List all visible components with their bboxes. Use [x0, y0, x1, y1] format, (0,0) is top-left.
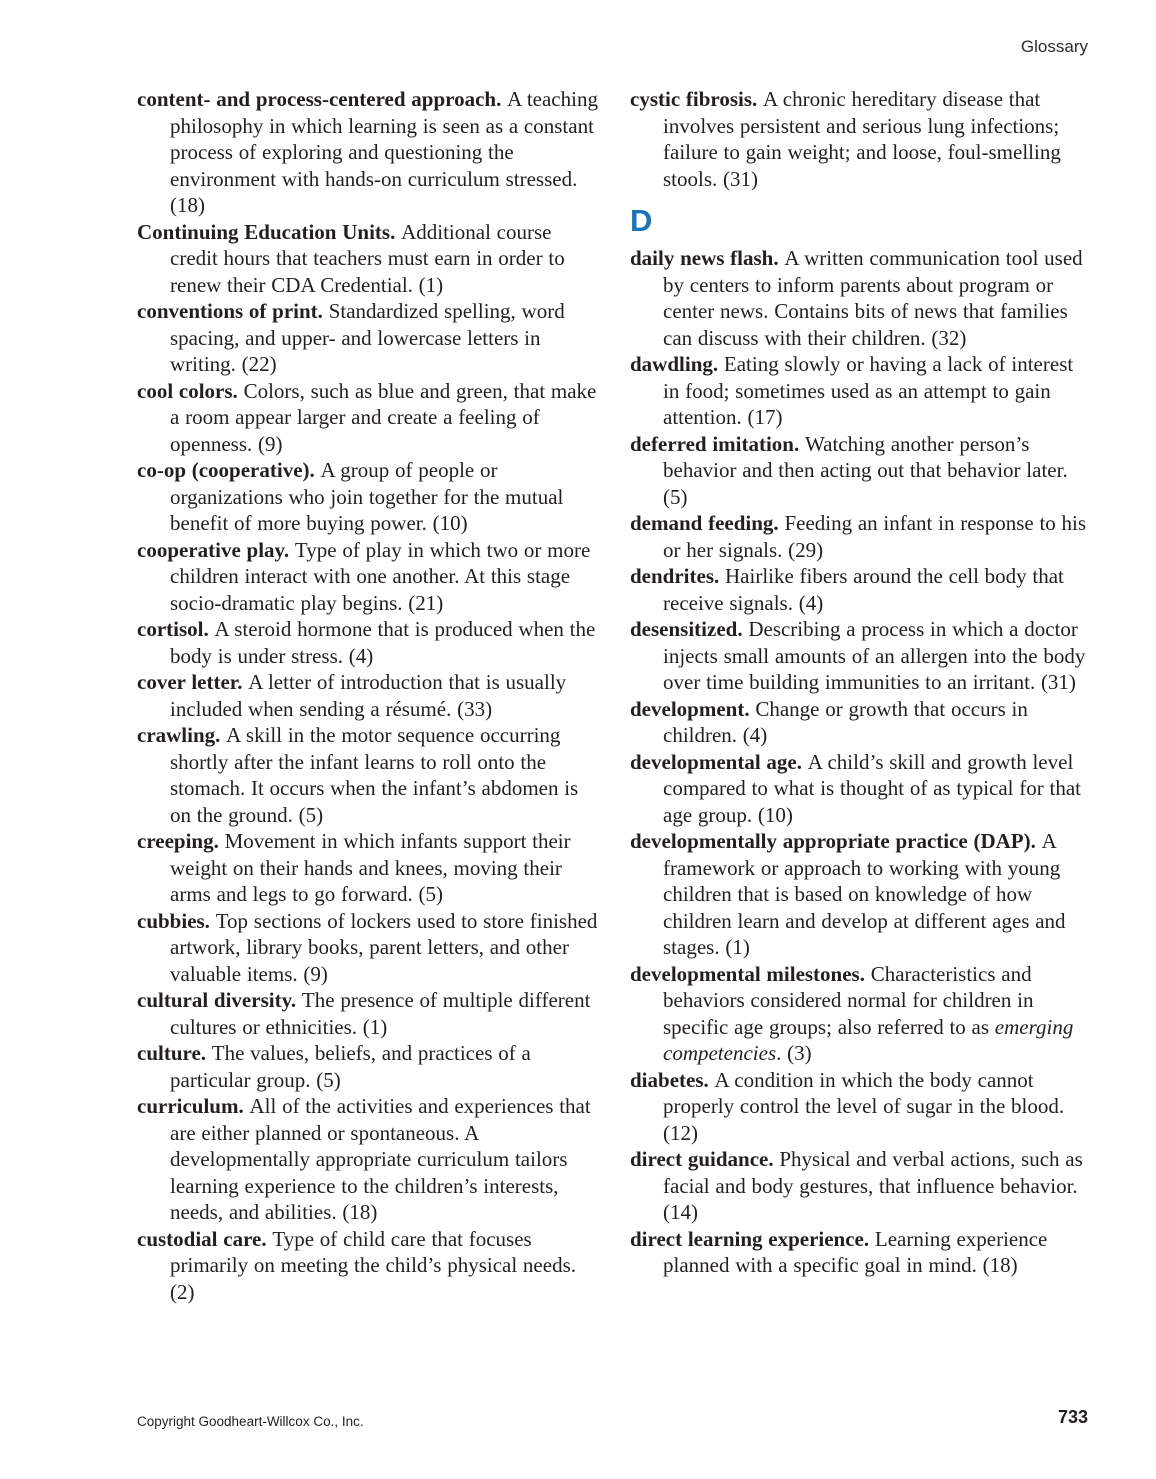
right-column-entries-before	[630, 86, 1092, 192]
entry-term: culture.	[137, 1041, 212, 1065]
entry-term: cortisol.	[137, 617, 215, 641]
glossary-entry	[137, 457, 599, 537]
entry-definition: A group of people or organizations who join together for the mutual benefit of more buying power. (10)	[170, 458, 564, 535]
entry-definition: Feeding an infant in response to his or her signals. (29)	[663, 511, 1087, 562]
glossary-entry	[630, 616, 1092, 696]
entry-definition: Type of play in which two or more children interact with one another. At this stage socio-dramatic play begins. (21)	[170, 537, 591, 615]
entry-definition: A letter of introduction that is usually included when sending a résumé. (33)	[170, 670, 567, 721]
glossary-entry	[137, 987, 599, 1040]
entry-definition: A framework or approach to working with young children that is based on knowledge of how children learn and develop at different ages and stages. (1)	[663, 829, 1066, 959]
entry-definition: Type of child care that focuses primarily on meeting the child’s physical needs. (2)	[170, 1226, 576, 1304]
entry-term: content- and process-centered approach.	[137, 87, 508, 111]
glossary-entry	[137, 219, 599, 299]
entry-term: direct learning experience.	[630, 1226, 875, 1251]
entry-term: cystic fibrosis.	[630, 87, 764, 111]
glossary-entry	[630, 351, 1092, 431]
glossary-entry	[137, 669, 599, 722]
entry-definition: The values, beliefs, and practices of a particular group. (5)	[170, 1041, 531, 1092]
glossary-entry	[630, 510, 1092, 563]
glossary-entry	[630, 245, 1092, 351]
entry-definition: Additional course credit hours that teachers must earn in order to renew their CDA Credential. (1)	[170, 219, 565, 297]
entry-definition: A skill in the motor sequence occurring shortly after the infant learns to roll onto the stomach. It occurs when the infant’s abdomen is on the ground. (5)	[170, 723, 579, 827]
right-column-entries-after	[630, 245, 1092, 1279]
entry-term: custodial care.	[137, 1226, 273, 1251]
entry-term: developmental age.	[630, 749, 808, 774]
entry-term: demand feeding.	[630, 511, 785, 535]
entry-definition: Hairlike fibers around the cell body that receive signals. (4)	[663, 564, 1064, 615]
entry-definition: A steroid hormone that is produced when the body is under stress. (4)	[170, 617, 596, 668]
entry-definition: A condition in which the body cannot properly control the level of sugar in the blood. (12)	[663, 1067, 1065, 1145]
entry-term: co-op (cooperative).	[137, 458, 321, 482]
glossary-entry	[137, 378, 599, 458]
glossary-entry	[630, 1067, 1092, 1147]
entry-term: creeping.	[137, 829, 225, 853]
entry-term: curriculum.	[137, 1094, 250, 1118]
glossary-right-column	[630, 86, 1092, 1279]
running-head: Glossary	[1020, 37, 1088, 56]
entry-definition: Physical and verbal actions, such as facial and body gestures, that influence behavior. (14)	[663, 1147, 1083, 1224]
entry-definition: Characteristics and behaviors considered normal for children in specific age groups; also referred to as	[663, 961, 1034, 1039]
entry-definition: Watching another person’s behavior and then acting out that behavior later. (5)	[663, 431, 1068, 509]
entry-definition: Describing a process in which a doctor injects small amounts of an allergen into the body over time building immunities to an irritant. (31)	[663, 617, 1086, 694]
entry-term: developmental milestones.	[630, 961, 871, 986]
entry-definition: A child’s skill and growth level compared to what is thought of as typical for that age group. (10)	[663, 749, 1081, 827]
entry-term: developmentally appropriate practice (DAP).	[630, 829, 1042, 853]
entry-term: conventions of print.	[137, 299, 329, 323]
entry-term: development.	[630, 696, 756, 721]
glossary-entry	[137, 722, 599, 828]
entry-term: cool colors.	[137, 378, 244, 403]
glossary-entry	[630, 961, 1092, 1067]
entry-definition: Eating slowly or having a lack of interest in food; sometimes used as an attempt to gain attention. (17)	[663, 352, 1074, 429]
entry-definition: Colors, such as blue and green, that make a room appear larger and create a feeling of openness. (9)	[170, 378, 597, 456]
footer-copyright: Copyright Goodheart-Willcox Co., Inc.	[137, 1414, 364, 1429]
glossary-entry	[630, 563, 1092, 616]
entry-term: direct guidance.	[630, 1147, 780, 1171]
entry-definition: Top sections of lockers used to store finished artwork, library books, parent letters, and other valuable items. (9)	[170, 908, 598, 986]
glossary-entry	[137, 908, 599, 988]
glossary-entry	[137, 86, 599, 219]
entry-term: cultural diversity.	[137, 988, 302, 1012]
glossary-entry	[630, 86, 1092, 192]
entry-definition: Standardized spelling, word spacing, and upper- and lowercase letters in writing. (22)	[170, 299, 565, 376]
entry-term: dendrites.	[630, 564, 725, 588]
entry-definition: Change or growth that occurs in children. (4)	[663, 696, 1028, 747]
glossary-entry	[137, 537, 599, 617]
glossary-entry	[137, 1040, 599, 1093]
glossary-entry	[137, 828, 599, 908]
entry-term: cover letter.	[137, 670, 249, 694]
glossary-entry	[137, 616, 599, 669]
glossary-entry	[137, 1226, 599, 1306]
glossary-left-column	[137, 86, 599, 1305]
entry-term: desensitized.	[630, 617, 749, 641]
entry-term: Continuing Education Units.	[137, 219, 402, 244]
glossary-entry	[630, 696, 1092, 749]
glossary-entry	[630, 828, 1092, 961]
entry-term: dawdling.	[630, 352, 724, 376]
entry-term: cubbies.	[137, 908, 216, 933]
glossary-entry	[137, 1093, 599, 1226]
entry-term: cooperative play.	[137, 537, 295, 562]
glossary-entry	[630, 1146, 1092, 1226]
entry-definition: A chronic hereditary disease that involves persistent and serious lung infections; failure to gain weight; and loose, foul-smelling stools. (31)	[663, 87, 1061, 191]
entry-definition: Movement in which infants support their weight on their hands and knees, moving their arms and legs to go forward. (5)	[170, 829, 571, 906]
glossary-entry	[630, 1226, 1092, 1279]
entry-term: diabetes.	[630, 1067, 715, 1092]
entry-term: crawling.	[137, 723, 227, 747]
section-letter-heading: D	[630, 203, 653, 238]
entry-term: daily news flash.	[630, 246, 785, 270]
entry-definition: A teaching philosophy in which learning is seen as a constant process of exploring and questioning the environment with hands-on curriculum stressed. (18)	[170, 87, 598, 217]
entry-definition: emerging competencies	[663, 1014, 1074, 1065]
entry-definition: All of the activities and experiences that are either planned or spontaneous. A developmentally appropriate curriculum tailors learning experience to the children’s interests, needs, and abilities. (18)	[170, 1094, 591, 1224]
entry-definition: A written communication tool used by centers to inform parents about program or center news. Contains bits of news that families can discuss with their children. (32)	[663, 246, 1083, 350]
entry-definition: Learning experience planned with a specific goal in mind. (18)	[663, 1226, 1048, 1277]
footer-page-number: 733	[1057, 1407, 1088, 1427]
glossary-entry	[630, 749, 1092, 829]
entry-definition: . (3)	[776, 1041, 812, 1065]
entry-term: deferred imitation.	[630, 431, 805, 456]
entry-definition: The presence of multiple different cultures or ethnicities. (1)	[170, 988, 591, 1039]
glossary-entry	[630, 431, 1092, 511]
glossary-entry	[137, 298, 599, 378]
